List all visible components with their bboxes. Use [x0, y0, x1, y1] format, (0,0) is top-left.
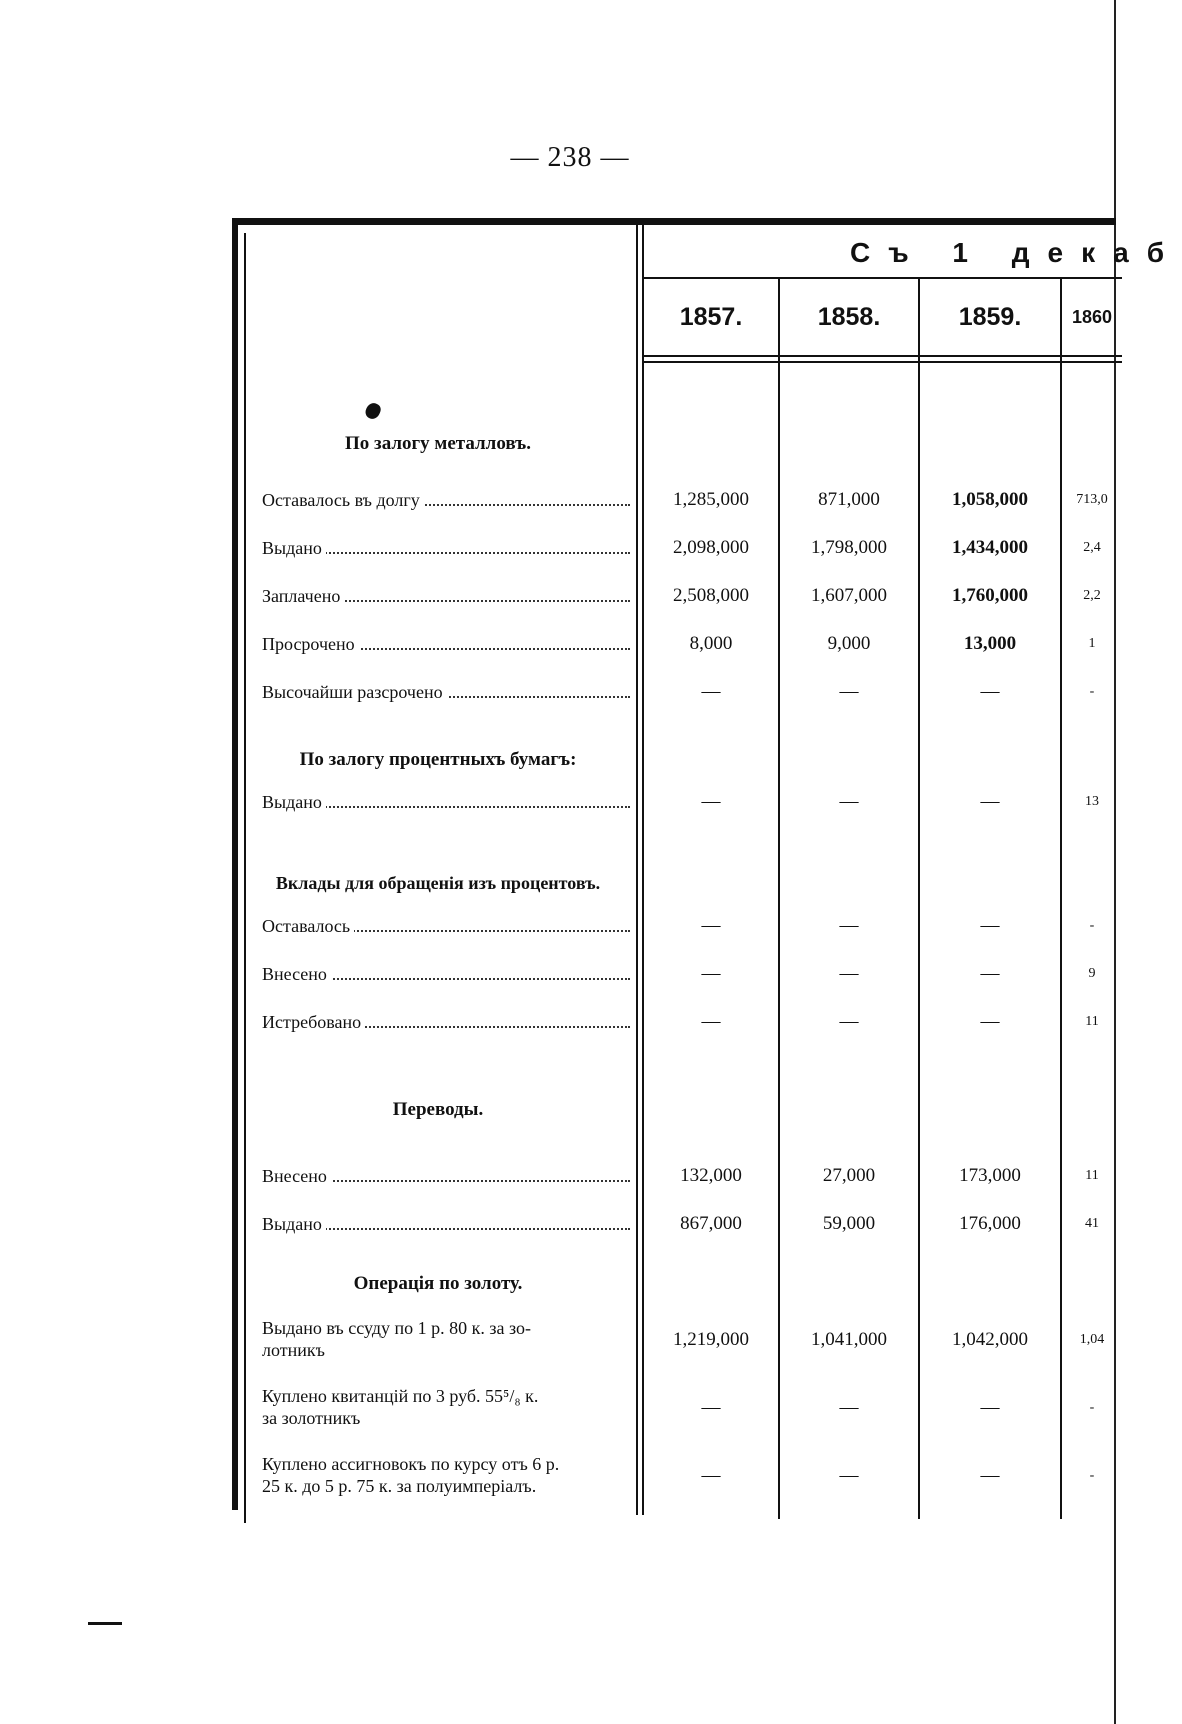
table-cell: — [980, 1011, 1000, 1032]
row-label-text: Внесено [262, 964, 331, 984]
row-label [262, 537, 630, 559]
table-cell: — [701, 681, 721, 702]
table-cell: 2,2 [1083, 588, 1101, 603]
table-cell: 13,000 [963, 633, 1017, 654]
table-cell: 9 [1088, 966, 1096, 981]
table-cell: 59,000 [822, 1213, 876, 1234]
row-label [262, 963, 630, 985]
table-cell: 11 [1085, 1168, 1099, 1183]
row-label-text: Выдано [262, 1214, 326, 1234]
row-label [262, 1317, 630, 1361]
table-cell: — [980, 681, 1000, 702]
margin-mark [88, 1622, 122, 1625]
table-cell: 1,042,000 [952, 1329, 1028, 1350]
row-label-text: Высочайши разсрочено [262, 682, 447, 702]
label-column-divider-2 [642, 225, 644, 1515]
row-label-text: Внесено [262, 1166, 331, 1186]
table-cell: 871,000 [818, 489, 880, 510]
table-cell: - [1089, 684, 1095, 699]
table-cell: 13 [1085, 794, 1099, 809]
row-label-text: Просрочено [262, 634, 359, 654]
row-label [262, 791, 630, 813]
row-label [262, 1453, 630, 1497]
table-cell: — [839, 1011, 859, 1032]
table-cell: — [980, 963, 1000, 984]
table-cell: — [701, 963, 721, 984]
row-label [262, 1011, 630, 1033]
row-label-text: Выдано [262, 538, 326, 558]
table-cell: 132,000 [680, 1165, 742, 1186]
header-period-title: Съ 1 декаб [850, 237, 1182, 268]
table-cell: 11 [1085, 1014, 1099, 1029]
table-cell: 1,760,000 [952, 585, 1028, 606]
table-cell: — [701, 791, 721, 812]
table-cell: 867,000 [680, 1213, 742, 1234]
row-label [262, 1165, 630, 1187]
row-label-text: Оставалось въ долгу [262, 490, 424, 510]
row-label-line: Выдано въ ссуду по 1 р. 80 к. за зо- [262, 1318, 531, 1338]
table-cell: 41 [1085, 1216, 1099, 1231]
row-label-line: Куплено квитанцій по 3 руб. 55⁵/₈ к. [262, 1386, 539, 1406]
section-title: По залогу металловъ. [345, 433, 531, 454]
row-label [262, 633, 630, 655]
year-1857: 1857. [679, 303, 743, 331]
page-number: — 238 — [510, 142, 630, 173]
table-cell: — [839, 963, 859, 984]
table-cell: 1 [1088, 636, 1096, 651]
label-column-divider [636, 225, 638, 1515]
section-title: Операція по золоту. [353, 1273, 523, 1294]
header-rule-bottom-1 [644, 355, 1122, 357]
row-label-text: Истребовано [262, 1012, 365, 1032]
table-cell: — [839, 1465, 859, 1486]
table-cell: 1,219,000 [673, 1329, 749, 1350]
table-cell: 8,000 [689, 633, 733, 654]
table-cell: 173,000 [959, 1165, 1021, 1186]
ink-blot [363, 401, 382, 421]
table-cell: — [701, 1011, 721, 1032]
section-title: По залогу процентныхъ бумагъ: [299, 749, 577, 770]
table-cell: — [701, 1397, 721, 1418]
table-cell: - [1089, 1400, 1095, 1415]
table-cell: 9,000 [827, 633, 871, 654]
year-1859: 1859. [958, 303, 1022, 331]
table-cell: — [839, 1397, 859, 1418]
header-rule-top [644, 277, 1122, 279]
table-cell: 1,285,000 [673, 489, 749, 510]
table-cell: 27,000 [822, 1165, 876, 1186]
row-label-line: лотникъ [262, 1340, 325, 1360]
table-cell: - [1089, 1468, 1095, 1483]
year-1860: 1860 [1071, 307, 1113, 327]
table-cell: 1,798,000 [811, 537, 887, 558]
table-cell: — [701, 915, 721, 936]
header-rule-bottom-2 [644, 361, 1122, 363]
table-cell: — [701, 1465, 721, 1486]
row-label [262, 489, 630, 511]
row-label [262, 585, 630, 607]
table-cell: 1,04 [1079, 1332, 1105, 1347]
table-cell: - [1089, 918, 1095, 933]
table-cell: — [980, 1397, 1000, 1418]
year-1858: 1858. [817, 303, 881, 331]
table-cell: 1,041,000 [811, 1329, 887, 1350]
table-cell: — [980, 1465, 1000, 1486]
statistics-table [232, 218, 1182, 1510]
table-cell: — [980, 915, 1000, 936]
row-label [262, 915, 630, 937]
row-label-text: Выдано [262, 792, 326, 812]
row-label [262, 1213, 630, 1235]
table-cell: 2,098,000 [673, 537, 749, 558]
row-label-text: Заплачено [262, 586, 344, 606]
table-cell: 713,0 [1076, 492, 1108, 507]
table-cell: 2,4 [1083, 540, 1101, 555]
row-label-line: 25 к. до 5 р. 75 к. за полуимперіалъ. [262, 1476, 537, 1496]
table-cell: 1,058,000 [952, 489, 1028, 510]
table-cell: — [839, 791, 859, 812]
table-cell: — [839, 915, 859, 936]
table-cell: 1,607,000 [811, 585, 887, 606]
row-label-text: Оставалось [262, 916, 354, 936]
row-label [262, 1385, 630, 1429]
row-label [262, 681, 630, 703]
table-cell: 1,434,000 [952, 537, 1028, 558]
table-cell: — [839, 681, 859, 702]
table-cell: 2,508,000 [673, 585, 749, 606]
section-title: Переводы. [392, 1099, 484, 1120]
row-label-line: за золотникъ [262, 1408, 361, 1428]
row-label-line: Куплено ассигновокъ по курсу отъ 6 р. [262, 1454, 560, 1474]
table-cell: 176,000 [959, 1213, 1021, 1234]
section-title: Вклады для обращенія изъ процентовъ. [275, 873, 601, 893]
table-cell: — [980, 791, 1000, 812]
